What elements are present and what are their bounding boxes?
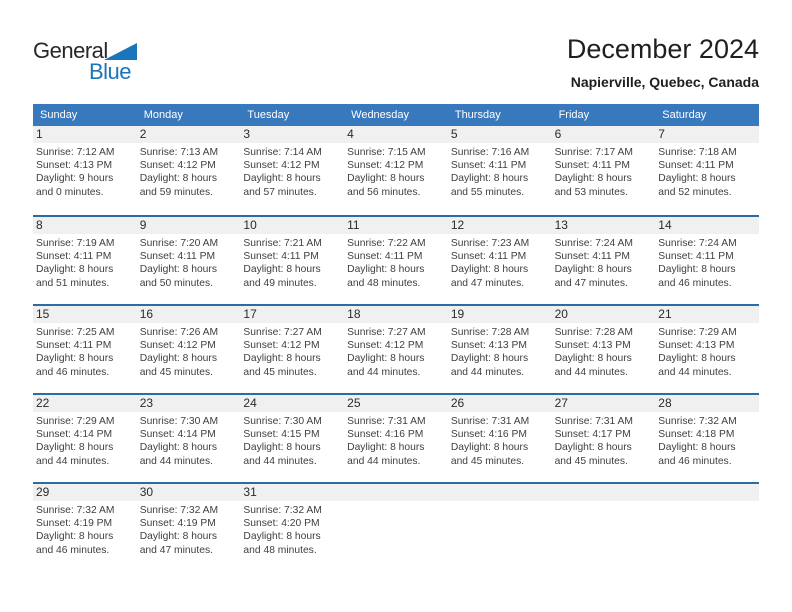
day-cell [137,217,241,304]
daylight2-text: and 47 minutes. [554,277,628,289]
day-number: 31 [240,484,344,501]
sunrise-text: Sunrise: 7:29 AM [36,416,115,427]
sunset-text: Sunset: 4:13 PM [658,340,735,352]
day-cell [344,395,448,482]
daylight2-text: and 47 minutes. [139,544,213,556]
daylight2-text: and 44 minutes. [36,455,110,467]
daylight1-text: Daylight: 8 hours [347,173,425,185]
daylight1-text: Daylight: 8 hours [243,353,321,365]
logo-text-blue: Blue [89,59,132,84]
day-number: 1 [33,126,137,143]
daylight1-text: Daylight: 8 hours [139,264,217,276]
sunset-text: Sunset: 4:12 PM [243,340,320,352]
day-number: 26 [448,395,552,412]
sunset-text: Sunset: 4:11 PM [450,160,527,172]
daylight2-text: and 51 minutes. [36,277,110,289]
day-cell [240,126,344,215]
sunrise-text: Sunrise: 7:31 AM [554,416,633,427]
sunset-text: Sunset: 4:11 PM [658,160,734,172]
page-header [33,34,759,96]
day-details [33,501,137,557]
day-cell [655,395,759,482]
daylight2-text: and 45 minutes. [450,455,525,467]
sunrise-text: Sunrise: 7:24 AM [658,238,737,249]
sunset-text: Sunset: 4:12 PM [347,340,424,352]
general-blue-logo [33,38,183,96]
daylight2-text: and 46 minutes. [36,366,110,378]
sunrise-text: Sunrise: 7:27 AM [243,327,322,338]
day-details [344,234,448,290]
sunset-text: Sunset: 4:15 PM [243,429,320,441]
daylight1-text: Daylight: 8 hours [139,353,217,365]
sunrise-text: Sunrise: 7:30 AM [243,416,322,427]
week-row [33,304,759,393]
day-details [137,143,241,199]
sunset-text: Sunset: 4:11 PM [554,251,630,263]
daylight1-text: Daylight: 8 hours [139,531,217,543]
daylight2-text: and 48 minutes. [243,544,317,556]
sunrise-text: Sunrise: 7:16 AM [450,147,530,158]
sunset-text: Sunset: 4:11 PM [450,251,527,263]
day-number: 28 [655,395,759,412]
sunset-text: Sunset: 4:11 PM [139,251,216,263]
sunset-text: Sunset: 4:13 PM [554,340,631,352]
day-details [240,234,344,290]
day-cell [448,217,552,304]
sunset-text: Sunset: 4:11 PM [36,340,112,352]
sunrise-text: Sunrise: 7:18 AM [658,147,737,158]
sunset-text: Sunset: 4:13 PM [36,160,113,172]
daylight1-text: Daylight: 8 hours [658,173,736,185]
day-cell [240,484,344,571]
sunrise-text: Sunrise: 7:32 AM [243,505,322,516]
title-block [567,34,759,90]
sunset-text: Sunset: 4:20 PM [243,518,320,530]
sunrise-text: Sunrise: 7:28 AM [554,327,633,338]
day-cell [552,306,656,393]
day-cell [448,395,552,482]
sunrise-text: Sunrise: 7:29 AM [658,327,737,338]
week-row [33,482,759,571]
daylight1-text: Daylight: 8 hours [554,353,632,365]
daylight1-text: Daylight: 8 hours [36,353,114,365]
sunrise-text: Sunrise: 7:20 AM [139,238,219,249]
day-number [552,484,656,501]
day-cell [137,306,241,393]
day-details [33,412,137,468]
daylight1-text: Daylight: 8 hours [450,353,529,365]
page-subtitle: Napierville, Quebec, Canada [570,74,759,90]
day-number: 21 [655,306,759,323]
day-details [137,323,241,379]
sunrise-text: Sunrise: 7:32 AM [36,505,115,516]
day-number: 17 [240,306,344,323]
sunset-text: Sunset: 4:12 PM [347,160,424,172]
day-cell [448,126,552,215]
sunrise-text: Sunrise: 7:19 AM [36,238,115,249]
daylight2-text: and 47 minutes. [450,277,525,289]
calendar-table [33,104,759,571]
day-number: 9 [137,217,241,234]
sunrise-text: Sunrise: 7:25 AM [36,327,115,338]
sunrise-text: Sunrise: 7:30 AM [139,416,219,427]
sunset-text: Sunset: 4:14 PM [36,429,113,441]
daylight1-text: Daylight: 8 hours [554,264,632,276]
day-cell [33,306,137,393]
daylight1-text: Daylight: 8 hours [243,531,321,543]
day-cell [137,126,241,215]
weekday-monday: Monday [143,109,183,121]
daylight1-text: Daylight: 8 hours [658,353,736,365]
day-number: 8 [33,217,137,234]
week-row [33,393,759,482]
day-cell [137,484,241,571]
sunrise-text: Sunrise: 7:27 AM [347,327,426,338]
day-number: 3 [240,126,344,143]
day-cell [655,217,759,304]
daylight1-text: Daylight: 8 hours [347,264,425,276]
sunrise-text: Sunrise: 7:24 AM [554,238,633,249]
day-number: 18 [344,306,448,323]
daylight2-text: and 55 minutes. [450,186,525,198]
daylight1-text: Daylight: 8 hours [347,442,425,454]
day-details [240,143,344,199]
day-details [137,412,241,468]
day-cell [344,217,448,304]
daylight2-text: and 44 minutes. [347,455,421,467]
day-number: 13 [552,217,656,234]
sunset-text: Sunset: 4:19 PM [139,518,216,530]
day-number: 24 [240,395,344,412]
daylight2-text: and 45 minutes. [243,366,317,378]
daylight1-text: Daylight: 8 hours [658,442,736,454]
sunset-text: Sunset: 4:11 PM [347,251,423,263]
weekday-friday: Friday [558,109,590,121]
weekday-saturday: Saturday [662,109,707,121]
sunrise-text: Sunrise: 7:21 AM [243,238,322,249]
weekday-wednesday: Wednesday [351,109,410,121]
sunset-text: Sunset: 4:19 PM [36,518,113,530]
day-number: 22 [33,395,137,412]
sunset-text: Sunset: 4:16 PM [347,429,424,441]
sunset-text: Sunset: 4:12 PM [139,160,216,172]
daylight2-text: and 46 minutes. [658,455,732,467]
empty-day-cell [552,484,656,571]
day-number: 7 [655,126,759,143]
daylight2-text: and 44 minutes. [658,366,732,378]
daylight2-text: and 44 minutes. [554,366,628,378]
day-number: 12 [448,217,552,234]
day-number: 27 [552,395,656,412]
daylight2-text: and 46 minutes. [658,277,732,289]
daylight2-text: and 45 minutes. [139,366,213,378]
day-cell [344,306,448,393]
daylight1-text: Daylight: 8 hours [243,264,321,276]
day-cell [655,126,759,215]
daylight2-text: and 53 minutes. [554,186,628,198]
sunset-text: Sunset: 4:16 PM [450,429,527,441]
daylight2-text: and 48 minutes. [347,277,421,289]
day-details [240,323,344,379]
day-details [655,143,759,199]
page-title: December 2024 [566,34,759,64]
day-cell [240,395,344,482]
day-number: 6 [552,126,656,143]
sunrise-text: Sunrise: 7:14 AM [243,147,322,158]
logo-text-general: General [33,38,108,63]
day-number [448,484,552,501]
daylight2-text: and 44 minutes. [450,366,525,378]
daylight2-text: and 49 minutes. [243,277,317,289]
daylight1-text: Daylight: 8 hours [36,442,114,454]
sunset-text: Sunset: 4:12 PM [139,340,216,352]
day-number: 11 [344,217,448,234]
day-details [655,234,759,290]
sunrise-text: Sunrise: 7:13 AM [139,147,219,158]
sunset-text: Sunset: 4:17 PM [554,429,631,441]
sunrise-text: Sunrise: 7:32 AM [139,505,219,516]
daylight1-text: Daylight: 8 hours [243,442,321,454]
day-details [552,234,656,290]
daylight1-text: Daylight: 8 hours [139,442,217,454]
day-details [448,323,552,379]
day-number: 30 [137,484,241,501]
sunrise-text: Sunrise: 7:22 AM [347,238,426,249]
day-cell [552,395,656,482]
daylight2-text: and 50 minutes. [139,277,213,289]
daylight2-text: and 52 minutes. [658,186,732,198]
daylight1-text: Daylight: 8 hours [658,264,736,276]
day-details [240,412,344,468]
weekday-tuesday: Tuesday [247,109,290,121]
weekday-thursday: Thursday [454,109,501,121]
daylight1-text: Daylight: 8 hours [139,173,217,185]
week-row [33,126,759,215]
sunset-text: Sunset: 4:11 PM [243,251,319,263]
day-details [344,412,448,468]
day-number: 16 [137,306,241,323]
daylight2-text: and 45 minutes. [554,455,628,467]
day-cell [552,126,656,215]
day-cell [344,126,448,215]
daylight1-text: Daylight: 9 hours [36,173,114,185]
day-details [33,234,137,290]
sunset-text: Sunset: 4:12 PM [243,160,320,172]
day-cell [655,306,759,393]
day-details [552,323,656,379]
day-cell [552,217,656,304]
sunrise-text: Sunrise: 7:31 AM [450,416,530,427]
day-details [344,323,448,379]
day-number: 25 [344,395,448,412]
day-details [552,412,656,468]
day-number: 29 [33,484,137,501]
day-details [344,143,448,199]
daylight2-text: and 0 minutes. [36,186,104,198]
day-cell [33,395,137,482]
day-number: 23 [137,395,241,412]
sunrise-text: Sunrise: 7:15 AM [347,147,426,158]
day-number [655,484,759,501]
daylight1-text: Daylight: 8 hours [243,173,321,185]
sunrise-text: Sunrise: 7:32 AM [658,416,737,427]
day-details [448,412,552,468]
day-details [448,143,552,199]
day-number: 15 [33,306,137,323]
daylight1-text: Daylight: 8 hours [450,173,529,185]
day-number [344,484,448,501]
weekday-header-row [33,104,759,126]
day-details [137,501,241,557]
sunset-text: Sunset: 4:11 PM [554,160,630,172]
day-number: 14 [655,217,759,234]
day-cell [448,306,552,393]
day-details [33,143,137,199]
sunrise-text: Sunrise: 7:31 AM [347,416,426,427]
day-number: 20 [552,306,656,323]
sunset-text: Sunset: 4:13 PM [450,340,527,352]
day-details [137,234,241,290]
empty-day-cell [655,484,759,571]
daylight1-text: Daylight: 8 hours [36,264,114,276]
daylight2-text: and 57 minutes. [243,186,317,198]
day-cell [137,395,241,482]
day-details [33,323,137,379]
daylight2-text: and 44 minutes. [347,366,421,378]
day-number: 4 [344,126,448,143]
daylight2-text: and 46 minutes. [36,544,110,556]
daylight1-text: Daylight: 8 hours [347,353,425,365]
day-details [448,234,552,290]
sunrise-text: Sunrise: 7:12 AM [36,147,115,158]
daylight1-text: Daylight: 8 hours [450,442,529,454]
day-cell [33,484,137,571]
calendar-weeks [33,126,759,571]
sunset-text: Sunset: 4:14 PM [139,429,216,441]
daylight2-text: and 44 minutes. [243,455,317,467]
day-cell [33,126,137,215]
day-cell [240,306,344,393]
day-details [655,412,759,468]
day-details [655,323,759,379]
day-number: 19 [448,306,552,323]
daylight1-text: Daylight: 8 hours [450,264,529,276]
day-cell [33,217,137,304]
daylight1-text: Daylight: 8 hours [554,173,632,185]
empty-day-cell [344,484,448,571]
daylight2-text: and 59 minutes. [139,186,213,198]
week-row [33,215,759,304]
day-cell [240,217,344,304]
day-number: 10 [240,217,344,234]
daylight2-text: and 56 minutes. [347,186,421,198]
sunset-text: Sunset: 4:11 PM [36,251,112,263]
sunset-text: Sunset: 4:11 PM [658,251,734,263]
empty-day-cell [448,484,552,571]
daylight2-text: and 44 minutes. [139,455,213,467]
day-number: 2 [137,126,241,143]
day-details [552,143,656,199]
sunrise-text: Sunrise: 7:28 AM [450,327,530,338]
sunrise-text: Sunrise: 7:26 AM [139,327,219,338]
sunrise-text: Sunrise: 7:17 AM [554,147,633,158]
daylight1-text: Daylight: 8 hours [36,531,114,543]
weekday-sunday: Sunday [40,109,78,121]
day-number: 5 [448,126,552,143]
sunset-text: Sunset: 4:18 PM [658,429,735,441]
day-details [240,501,344,557]
sunrise-text: Sunrise: 7:23 AM [450,238,530,249]
daylight1-text: Daylight: 8 hours [554,442,632,454]
